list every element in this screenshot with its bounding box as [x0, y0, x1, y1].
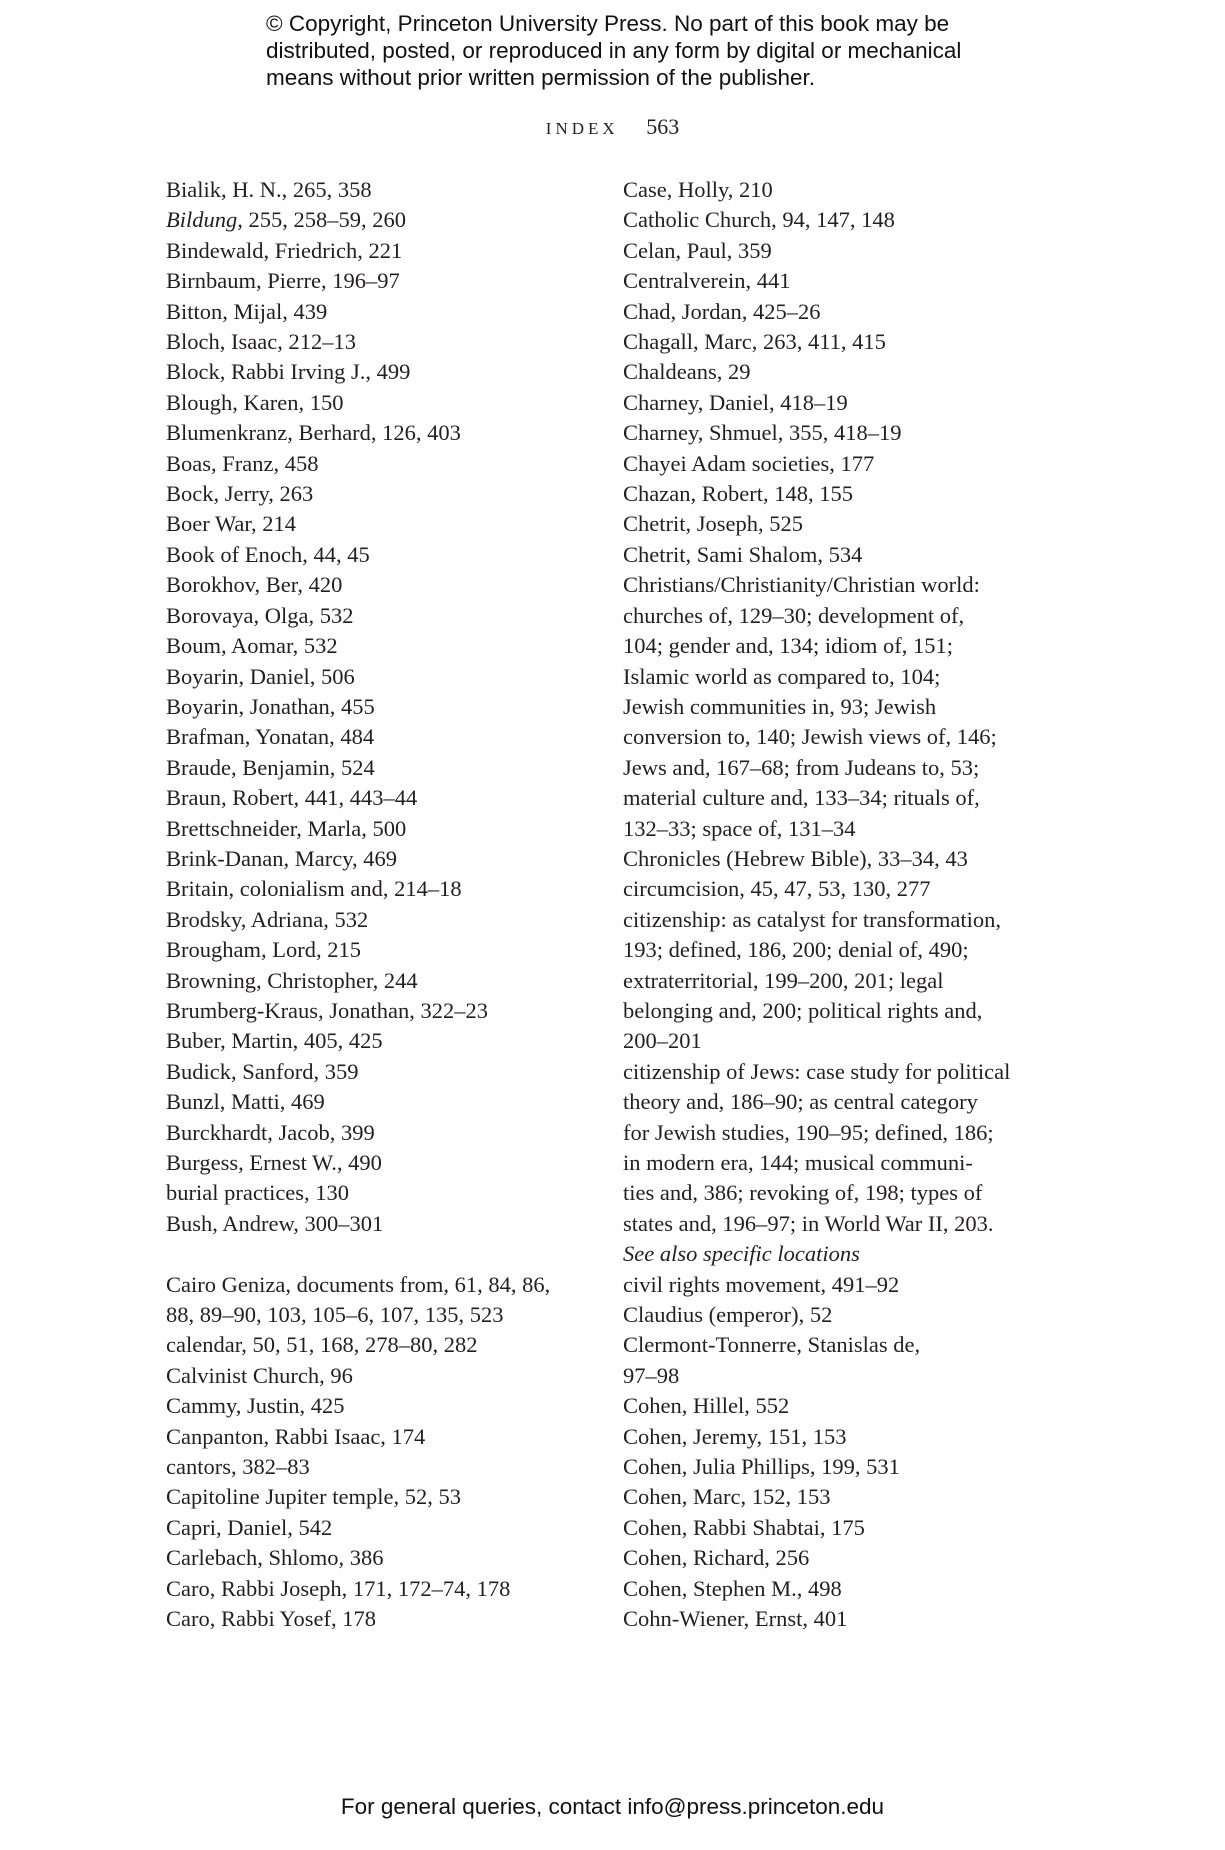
index-entry — [623, 297, 1043, 327]
index-entry — [166, 905, 606, 935]
index-entry-line: belonging and, 200; political rights and, — [623, 997, 983, 1023]
index-entry — [623, 1513, 1043, 1543]
index-entry — [623, 1482, 1043, 1512]
index-entry — [623, 540, 1043, 570]
index-entry — [166, 1270, 606, 1331]
index-entry-line: Charney, Daniel, 418–19 — [623, 389, 848, 415]
index-entry-line: Cairo Geniza, documents from, 61, 84, 86, — [166, 1271, 551, 1297]
page-number: 563 — [646, 114, 680, 139]
index-entry-line: for Jewish studies, 190–95; defined, 186; — [623, 1119, 994, 1145]
index-entry-line: Boas, Franz, 458 — [166, 450, 319, 476]
index-entry-line: 97–98 — [623, 1362, 680, 1388]
index-entry-line: Chaldeans, 29 — [623, 359, 751, 385]
index-entry — [623, 449, 1043, 479]
index-entry-line: Capri, Daniel, 542 — [166, 1514, 333, 1540]
index-entry — [166, 1330, 606, 1360]
index-entry — [623, 479, 1043, 509]
index-entry — [166, 996, 606, 1026]
index-entry-line — [166, 205, 606, 235]
index-entry — [166, 1543, 606, 1573]
index-entry-line: Chazan, Robert, 148, 155 — [623, 481, 853, 507]
index-entry — [623, 236, 1043, 266]
index-entry-line: 132–33; space of, 131–34 — [623, 815, 856, 841]
index-entry — [623, 509, 1043, 539]
index-entry-line: Capitoline Jupiter temple, 52, 53 — [166, 1484, 461, 1510]
index-entry-see-also: See also specific locations — [623, 1241, 860, 1267]
index-entry-line: Browning, Christopher, 244 — [166, 967, 418, 993]
index-entry — [166, 570, 606, 600]
index-entry — [166, 1209, 606, 1239]
index-entry-line: Chayei Adam societies, 177 — [623, 450, 875, 476]
index-entry — [166, 540, 606, 570]
index-entry-line: cantors, 382–83 — [166, 1454, 310, 1480]
running-head — [0, 112, 1225, 144]
index-entry-line: Bindewald, Friedrich, 221 — [166, 237, 403, 263]
index-entry — [166, 1574, 606, 1604]
index-entry-line: Bock, Jerry, 263 — [166, 481, 314, 507]
index-entry-line: Cohen, Stephen M., 498 — [623, 1575, 842, 1601]
index-entry-line: circumcision, 45, 47, 53, 130, 277 — [623, 876, 931, 902]
copyright-line: means without prior written permission of the publisher. — [266, 65, 816, 90]
index-entry-line: Caro, Rabbi Joseph, 171, 172–74, 178 — [166, 1575, 511, 1601]
index-column-right — [623, 175, 1043, 1635]
index-column-left — [166, 175, 606, 1634]
index-entry-line: civil rights movement, 491–92 — [623, 1271, 900, 1297]
index-entry — [623, 1574, 1043, 1604]
index-entry — [166, 1361, 606, 1391]
index-entry-line: Charney, Shmuel, 355, 418–19 — [623, 420, 902, 446]
index-entry-line: Budick, Sanford, 359 — [166, 1058, 359, 1084]
index-entry-line: citizenship of Jews: case study for political — [623, 1058, 1011, 1084]
section-gap — [166, 1239, 606, 1269]
index-entry-line: Boyarin, Daniel, 506 — [166, 663, 355, 689]
index-entry-line: in modern era, 144; musical communi- — [623, 1150, 973, 1175]
index-entry-line: Brumberg-Kraus, Jonathan, 322–23 — [166, 997, 489, 1023]
index-entry — [166, 236, 606, 266]
index-entry — [166, 327, 606, 357]
index-entry — [166, 1118, 606, 1148]
index-entry — [166, 479, 606, 509]
index-entry-line: Blough, Karen, 150 — [166, 389, 344, 415]
index-entry-line: theory and, 186–90; as central category — [623, 1089, 978, 1115]
index-entry — [166, 662, 606, 692]
index-entry-line: Birnbaum, Pierre, 196–97 — [166, 268, 400, 294]
index-entry — [166, 1452, 606, 1482]
index-entry-line: Bitton, Mijal, 439 — [166, 298, 328, 324]
index-entry — [623, 1543, 1043, 1573]
index-entry-line: Burckhardt, Jacob, 399 — [166, 1119, 375, 1145]
index-entry-line: citizenship: as catalyst for transformation, — [623, 906, 1002, 932]
index-entry-line: Bunzl, Matti, 469 — [166, 1089, 325, 1115]
index-entry-line: 200–201 — [623, 1028, 702, 1054]
index-entry — [623, 1422, 1043, 1452]
index-entry — [623, 327, 1043, 357]
index-entry — [623, 844, 1043, 874]
index-entry — [166, 1391, 606, 1421]
index-entry-line: Cohen, Julia Phillips, 199, 531 — [623, 1454, 900, 1480]
index-entry-line: Buber, Martin, 405, 425 — [166, 1028, 383, 1054]
index-entry — [166, 1482, 606, 1512]
index-entry — [166, 205, 606, 235]
index-entry — [623, 175, 1043, 205]
index-entry-line: Jews and, 167–68; from Judeans to, 53; — [623, 754, 980, 780]
index-entry-line: Borokhov, Ber, 420 — [166, 572, 343, 598]
index-entry-line: Chad, Jordan, 425–26 — [623, 298, 821, 324]
index-entry-line: Boer War, 214 — [166, 511, 296, 537]
index-entry — [166, 509, 606, 539]
index-entry-line: Bialik, H. N., 265, 358 — [166, 177, 372, 202]
index-entry-line: Chronicles (Hebrew Bible), 33–34, 43 — [623, 845, 968, 871]
index-entry — [166, 1057, 606, 1087]
index-entry-line: Caro, Rabbi Yosef, 178 — [166, 1606, 377, 1632]
index-entry — [166, 1604, 606, 1634]
index-entry-line: Cohen, Jeremy, 151, 153 — [623, 1423, 847, 1449]
index-entry-line: Block, Rabbi Irving J., 499 — [166, 359, 411, 385]
index-entry — [166, 1513, 606, 1543]
index-entry-line: Chetrit, Sami Shalom, 534 — [623, 541, 863, 567]
index-entry-pages: 255, 258–59, 260 — [242, 207, 406, 233]
index-entry — [623, 1330, 1043, 1391]
index-entry-line: churches of, 129–30; development of, — [623, 602, 965, 628]
index-entry — [623, 570, 1043, 844]
index-entry-line: 104; gender and, 134; idiom of, 151; — [623, 633, 953, 659]
index-entry-line: Canpanton, Rabbi Isaac, 174 — [166, 1423, 426, 1449]
index-entry — [166, 418, 606, 448]
index-entry-line: burial practices, 130 — [166, 1180, 350, 1206]
index-entry — [166, 297, 606, 327]
index-entry-line: Bloch, Isaac, 212–13 — [166, 329, 356, 355]
index-entry-line: Braude, Benjamin, 524 — [166, 754, 375, 780]
index-entry-line: Cohn-Wiener, Ernst, 401 — [623, 1606, 848, 1632]
index-entry — [623, 905, 1043, 1057]
index-entry-line: Cohen, Rabbi Shabtai, 175 — [623, 1514, 865, 1540]
footer-contact: For general queries, contact info@press.princeton.edu — [340, 1794, 885, 1819]
index-entry — [623, 418, 1043, 448]
index-entry-line: Boum, Aomar, 532 — [166, 633, 338, 659]
index-entry — [166, 1148, 606, 1178]
index-entry-line: 88, 89–90, 103, 105–6, 107, 135, 523 — [166, 1302, 504, 1328]
index-entry — [623, 266, 1043, 296]
index-entry — [623, 1452, 1043, 1482]
index-entry-line: Case, Holly, 210 — [623, 177, 773, 202]
index-entry-line: extraterritorial, 199–200, 201; legal — [623, 967, 944, 993]
index-entry-line: Cohen, Hillel, 552 — [623, 1393, 790, 1419]
index-entry-line: Blumenkranz, Berhard, 126, 403 — [166, 420, 461, 446]
index-entry — [166, 935, 606, 965]
index-entry — [623, 1057, 1043, 1270]
index-entry-line: Islamic world as compared to, 104; — [623, 663, 941, 689]
index-entry-line: material culture and, 133–34; rituals of, — [623, 785, 980, 811]
index-entry — [166, 266, 606, 296]
index-entry — [623, 1300, 1043, 1330]
index-entry-line: Calvinist Church, 96 — [166, 1362, 353, 1388]
index-entry — [623, 357, 1043, 387]
index-entry — [166, 722, 606, 752]
index-entry-line: ties and, 386; revoking of, 198; types of — [623, 1180, 983, 1206]
index-entry-line: Catholic Church, 94, 147, 148 — [623, 207, 895, 233]
index-entry — [166, 692, 606, 722]
index-entry-line: Cohen, Richard, 256 — [623, 1545, 810, 1571]
index-entry-line: Centralverein, 441 — [623, 268, 791, 294]
index-entry — [166, 601, 606, 631]
index-entry — [623, 205, 1043, 235]
index-entry — [166, 783, 606, 813]
index-entry-line: Celan, Paul, 359 — [623, 237, 772, 263]
index-entry — [166, 357, 606, 387]
index-entry-line: 193; defined, 186, 200; denial of, 490; — [623, 937, 969, 963]
index-entry — [623, 1604, 1043, 1634]
index-entry-line: Brettschneider, Marla, 500 — [166, 815, 407, 841]
index-entry-line: conversion to, 140; Jewish views of, 146; — [623, 724, 997, 750]
index-entry-line: Britain, colonialism and, 214–18 — [166, 876, 462, 902]
index-entry — [166, 1026, 606, 1056]
index-entry-line: Christians/Christianity/Christian world: — [623, 572, 980, 598]
copyright-notice — [266, 10, 1006, 91]
index-entry — [623, 1391, 1043, 1421]
index-entry-line: states and, 196–97; in World War II, 203. — [623, 1210, 994, 1236]
index-entry-line: Braun, Robert, 441, 443–44 — [166, 785, 418, 811]
index-entry-line: Boyarin, Jonathan, 455 — [166, 693, 375, 719]
index-entry — [166, 753, 606, 783]
index-entry — [166, 814, 606, 844]
copyright-line: distributed, posted, or reproduced in any form by digital or mechanical — [266, 38, 962, 63]
index-entry-line: Bush, Andrew, 300–301 — [166, 1210, 384, 1236]
index-entry-line: Chetrit, Joseph, 525 — [623, 511, 803, 537]
index-entry — [623, 1270, 1043, 1300]
index-entry-line: Brink-Danan, Marcy, 469 — [166, 845, 397, 871]
index-entry-line: Borovaya, Olga, 532 — [166, 602, 354, 628]
index-entry-line: Brougham, Lord, 215 — [166, 937, 361, 963]
copyright-line: © Copyright, Princeton University Press. No part of this book may be — [266, 11, 950, 36]
index-entry-line: Jewish communities in, 93; Jewish — [623, 693, 937, 719]
index-entry — [166, 388, 606, 418]
index-entry — [166, 631, 606, 661]
index-entry — [166, 844, 606, 874]
index-entry-line: Chagall, Marc, 263, 411, 415 — [623, 329, 886, 355]
index-entry — [623, 874, 1043, 904]
index-entry — [166, 874, 606, 904]
index-entry — [166, 1087, 606, 1117]
index-entry-line: Brodsky, Adriana, 532 — [166, 906, 369, 932]
index-entry — [166, 1422, 606, 1452]
running-head-label: INDEX — [545, 119, 619, 138]
index-entry-line: Carlebach, Shlomo, 386 — [166, 1545, 384, 1571]
index-entry — [166, 1178, 606, 1208]
index-entry — [166, 966, 606, 996]
index-entry-line: Claudius (emperor), 52 — [623, 1302, 833, 1328]
index-entry-line: Cammy, Justin, 425 — [166, 1393, 345, 1419]
index-entry-italic-term: Bildung, — [166, 207, 243, 233]
index-entry-line: Cohen, Marc, 152, 153 — [623, 1484, 831, 1510]
index-entry-line: Book of Enoch, 44, 45 — [166, 541, 370, 567]
index-entry — [166, 449, 606, 479]
index-entry-line: Clermont-Tonnerre, Stanislas de, — [623, 1332, 921, 1358]
index-entry-line: Brafman, Yonatan, 484 — [166, 724, 375, 750]
index-entry-line: Burgess, Ernest W., 490 — [166, 1150, 382, 1175]
index-entry — [623, 388, 1043, 418]
index-entry — [166, 175, 606, 205]
index-entry-line: calendar, 50, 51, 168, 278–80, 282 — [166, 1332, 478, 1358]
